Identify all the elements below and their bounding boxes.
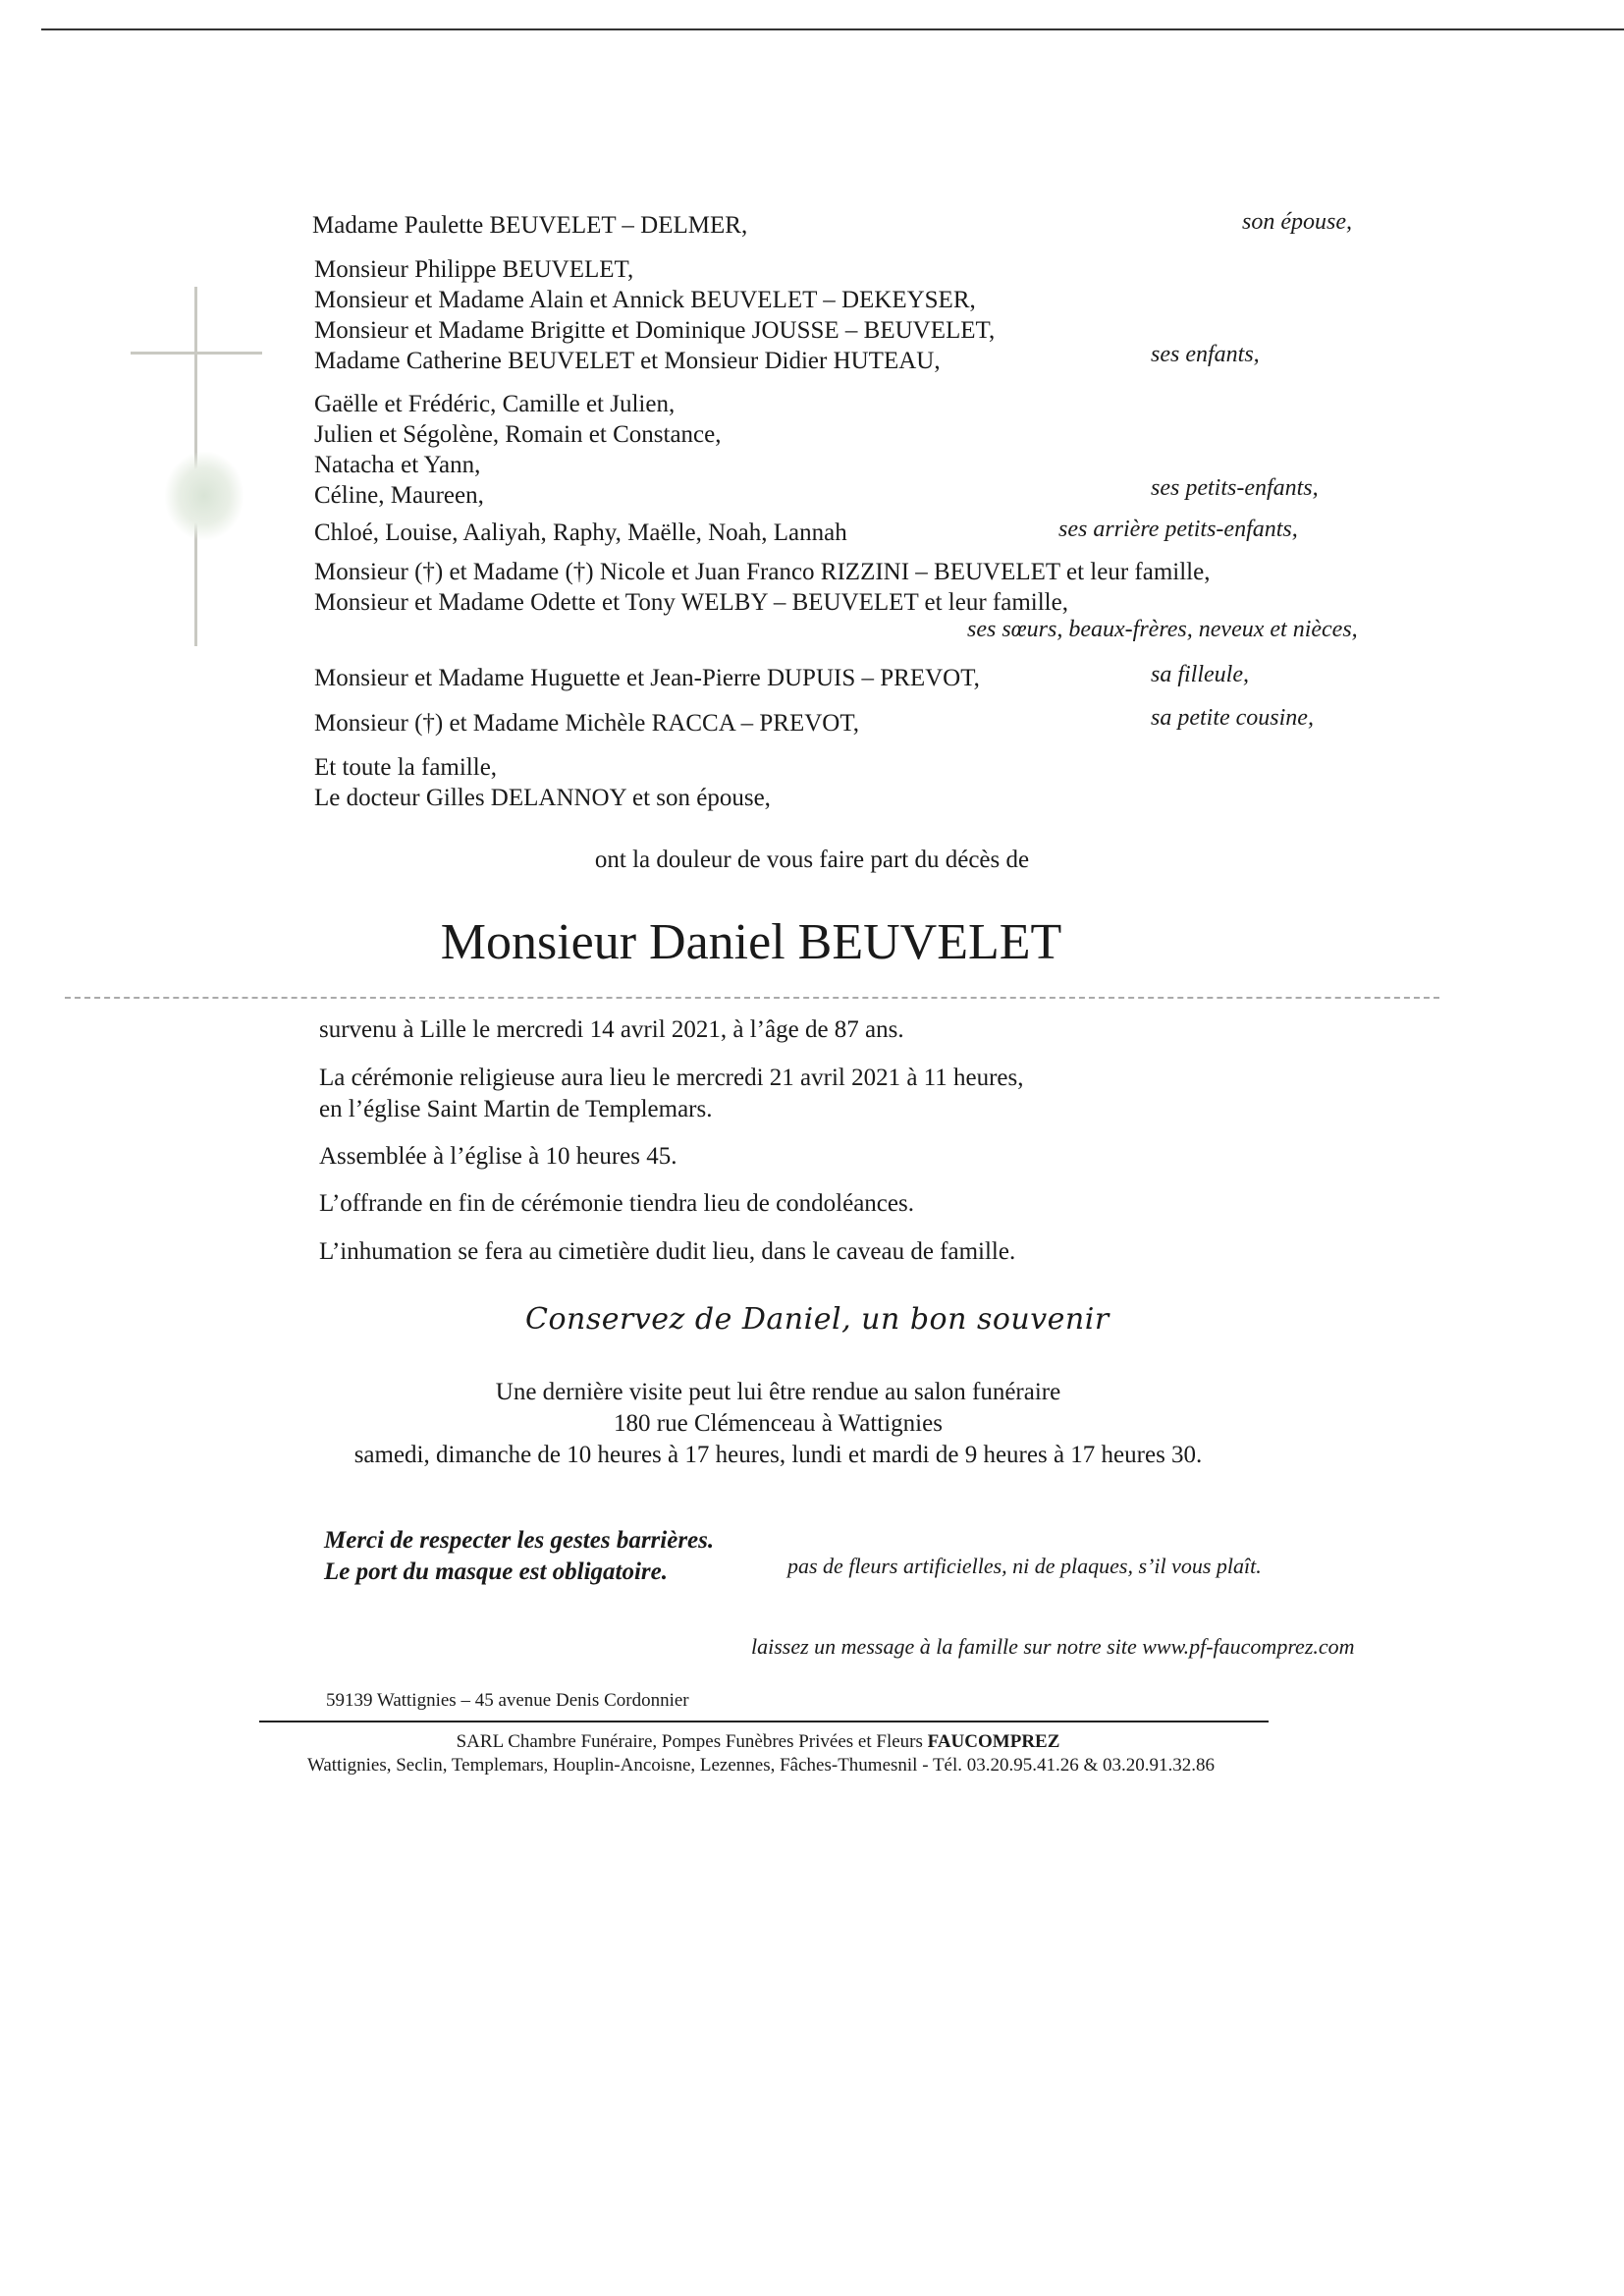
- ceremony-details: [319, 1063, 1024, 1125]
- visit-info: [319, 1377, 1237, 1471]
- offering-details: L’offrande en fin de cérémonie tiendra lieu de condoléances.: [319, 1190, 914, 1217]
- grandchildren-role: ses petits-enfants,: [1151, 475, 1319, 501]
- deceased-name: Monsieur Daniel BEUVELET: [440, 914, 1062, 970]
- child-line: Monsieur et Madame Brigitte et Dominique JOUSSE – BEUVELET,: [314, 317, 996, 344]
- flowers-notice: pas de fleurs artificielles, ni de plaques, s’il vous plaît.: [787, 1554, 1262, 1578]
- visit-line: samedi, dimanche de 10 heures à 17 heures, lundi et mardi de 9 heures à 17 heures 30.: [353, 1442, 1203, 1468]
- top-rule: [41, 28, 1624, 30]
- divider: [65, 997, 1439, 999]
- company-line: [0, 1731, 1570, 1753]
- ceremony-line: en l’église Saint Martin de Templemars.: [319, 1096, 713, 1122]
- barrier-line: Le port du masque est obligatoire.: [324, 1558, 668, 1585]
- company-prefix: SARL Chambre Funéraire, Pompes Funèbres Privées et Fleurs: [456, 1731, 928, 1752]
- company-locations: Wattignies, Seclin, Templemars, Houplin-Ancoisne, Lezennes, Fâches-Thumesnil - Tél. 03.20.95.41.26 & 03.20.91.32.86: [306, 1755, 1216, 1776]
- great-grandchildren-line: Chloé, Louise, Aaliyah, Raphy, Maëlle, Noah, Lannah: [314, 519, 847, 546]
- great-grandchildren-role: ses arrière petits-enfants,: [1058, 517, 1298, 542]
- footer-rule: [259, 1721, 1269, 1722]
- grandchild-line: Céline, Maureen,: [314, 482, 484, 509]
- visit-line: Une dernière visite peut lui être rendue au salon funéraire: [495, 1379, 1061, 1405]
- death-details: survenu à Lille le mercredi 14 avril 2021, à l’âge de 87 ans.: [319, 1016, 904, 1043]
- goddaughter-role: sa filleule,: [1151, 662, 1249, 687]
- siblings-role: ses sœurs, beaux-frères, neveux et nièces,: [967, 617, 1358, 642]
- spouse-role: son épouse,: [1242, 209, 1352, 235]
- grandchild-line: Gaëlle et Frédéric, Camille et Julien,: [314, 391, 676, 417]
- child-line: Monsieur et Madame Alain et Annick BEUVELET – DEKEYSER,: [314, 287, 976, 313]
- website-message: laissez un message à la famille sur notre site www.pf-faucomprez.com: [751, 1634, 1355, 1659]
- other-line: Le docteur Gilles DELANNOY et son épouse,: [314, 785, 771, 811]
- visit-line: 180 rue Clémenceau à Wattignies: [614, 1410, 943, 1437]
- company-name: FAUCOMPREZ: [927, 1731, 1060, 1752]
- cousin-role: sa petite cousine,: [1151, 705, 1314, 731]
- cousin-line: Monsieur (†) et Madame Michèle RACCA – PREVOT,: [314, 710, 860, 737]
- other-line: Et toute la famille,: [314, 754, 498, 781]
- grandchild-line: Natacha et Yann,: [314, 452, 481, 478]
- barrier-line: Merci de respecter les gestes barrières.: [324, 1527, 715, 1554]
- child-line: Madame Catherine BEUVELET et Monsieur Didier HUTEAU,: [314, 348, 941, 374]
- memory-quote: Conservez de Daniel, un bon souvenir: [525, 1302, 1110, 1337]
- others-block: [314, 752, 1379, 813]
- announcement-intro: ont la douleur de vous faire part du décès de: [594, 847, 1030, 873]
- siblings-block: [314, 557, 1379, 618]
- barrier-notice: [324, 1525, 714, 1588]
- ceremony-line: La cérémonie religieuse aura lieu le mercredi 21 avril 2021 à 11 heures,: [319, 1065, 1024, 1091]
- child-line: Monsieur Philippe BEUVELET,: [314, 256, 634, 283]
- sibling-line: Monsieur et Madame Odette et Tony WELBY – BEUVELET et leur famille,: [314, 589, 1068, 616]
- funeral-home-address: 59139 Wattignies – 45 avenue Denis Cordonnier: [326, 1690, 689, 1711]
- burial-details: L’inhumation se fera au cimetière dudit lieu, dans le caveau de famille.: [319, 1238, 1016, 1265]
- goddaughter-line: Monsieur et Madame Huguette et Jean-Pierre DUPUIS – PREVOT,: [314, 665, 980, 691]
- sibling-line: Monsieur (†) et Madame (†) Nicole et Juan Franco RIZZINI – BEUVELET et leur famille,: [314, 559, 1211, 585]
- spouse-line: Madame Paulette BEUVELET – DELMER,: [312, 212, 748, 239]
- children-role: ses enfants,: [1151, 342, 1260, 367]
- cross-icon-horizontal: [131, 352, 262, 355]
- assembly-details: Assemblée à l’église à 10 heures 45.: [319, 1143, 677, 1170]
- grandchild-line: Julien et Ségolène, Romain et Constance,: [314, 421, 722, 448]
- flower-icon: [165, 452, 244, 540]
